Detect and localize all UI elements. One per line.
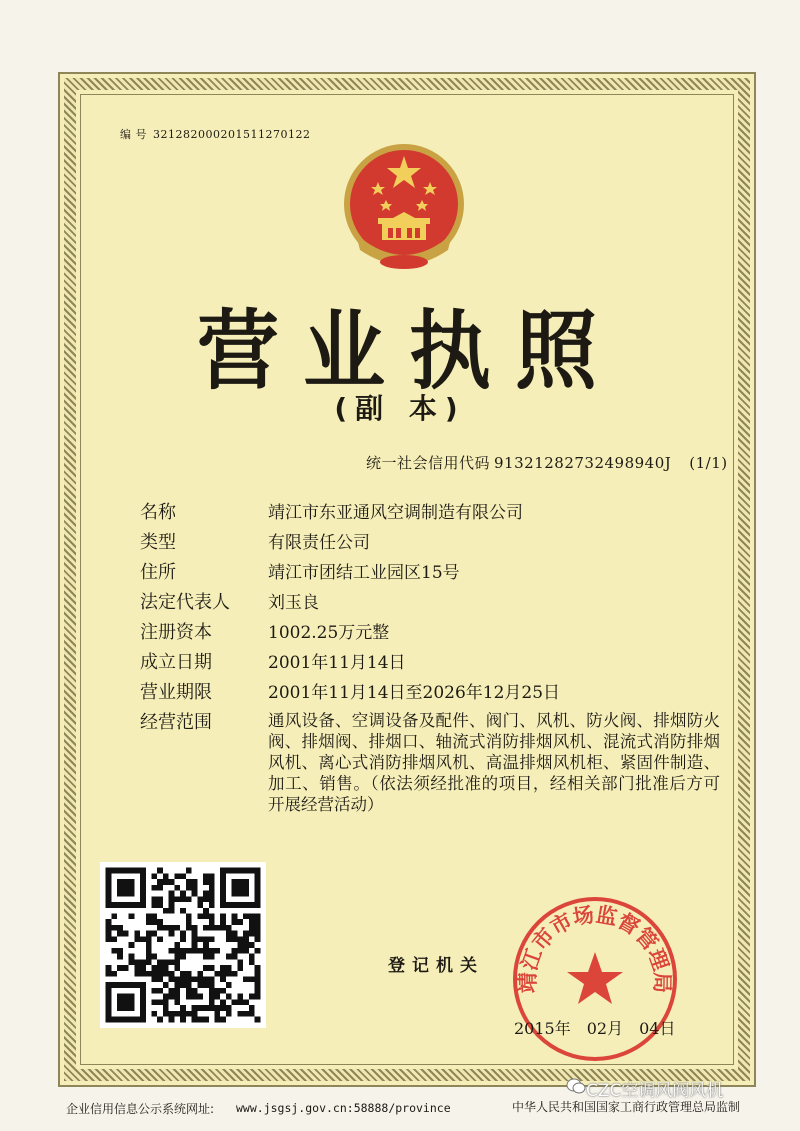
field-label: 营业期限 [140, 682, 212, 703]
serial-value: 32128200020151127012​2 [153, 128, 311, 141]
field-list [140, 500, 720, 819]
issue-month: 02月 [586, 1019, 624, 1038]
field-label: 住所 [140, 562, 176, 583]
field-row-name [140, 500, 720, 526]
field-value: 2001年11月14日至2026年12月25日 [268, 683, 561, 703]
document-title: 营业执照 [196, 301, 621, 402]
field-label: 法定代表人 [140, 592, 230, 613]
field-row-founded [140, 650, 720, 676]
field-value: 2001年11月14日 [268, 653, 406, 673]
field-row-address [140, 560, 720, 586]
page-info: (1/1) [689, 454, 728, 472]
field-value: 靖江市团结工业园区15号 [268, 563, 460, 583]
issue-day: 04日 [639, 1019, 676, 1038]
issue-date [514, 1016, 691, 1039]
credit-code [366, 452, 728, 473]
field-value: 刘玉良 [268, 593, 319, 613]
field-value: 有限责任公司 [268, 533, 370, 553]
field-value: 靖江市东亚通风空调制造有限公司 [268, 503, 523, 523]
field-label: 注册资本 [140, 622, 212, 643]
credit-code-value: 91321282732498940J [494, 454, 672, 472]
field-row-legal-rep [140, 590, 720, 616]
issue-year: 2015年 [514, 1019, 571, 1038]
field-label: 类型 [140, 532, 176, 553]
wechat-icon [566, 1077, 586, 1095]
field-row-capital [140, 620, 720, 646]
footer-label: 企业信用信息公示系统网址: [66, 1102, 215, 1116]
seal-text: 靖江市市场监督管理局 [515, 902, 675, 994]
serial-label: 编 号 [120, 128, 147, 141]
footer-url[interactable]: www.jsgsj.gov.cn:58888/province [236, 1101, 451, 1115]
serial-number [120, 126, 310, 142]
field-label: 成立日期 [140, 652, 212, 673]
field-value: 通风设备、空调设备及配件、阀门、风机、防火阀、排烟防火阀、排烟阀、排烟口、轴流式消防排烟风机、混流式消防排烟风机、离心式消防排烟风机、高温排烟风机柜、紧固件制造、加工、销售。（依法须经批准的项目，经相关部门批准后方可开展经营活动） [268, 711, 720, 814]
field-label: 经营范围 [140, 712, 212, 733]
national-emblem-icon [336, 138, 472, 274]
credit-code-label: 统一社会信用代码 [366, 454, 491, 472]
field-row-term [140, 680, 720, 706]
qr-code[interactable] [100, 862, 266, 1028]
watermark: CZC空调风阀风机 [586, 1081, 724, 1101]
field-row-scope [140, 710, 720, 815]
footer-issuer: 中华人民共和国国家工商行政管理总局监制 [512, 1100, 741, 1114]
field-value: 1002.25万元整 [268, 623, 390, 643]
field-row-type [140, 530, 720, 556]
document-subtitle: (副 本) [334, 392, 466, 425]
field-label: 名称 [140, 502, 176, 523]
registrar-label: 登记机关 [388, 956, 484, 976]
